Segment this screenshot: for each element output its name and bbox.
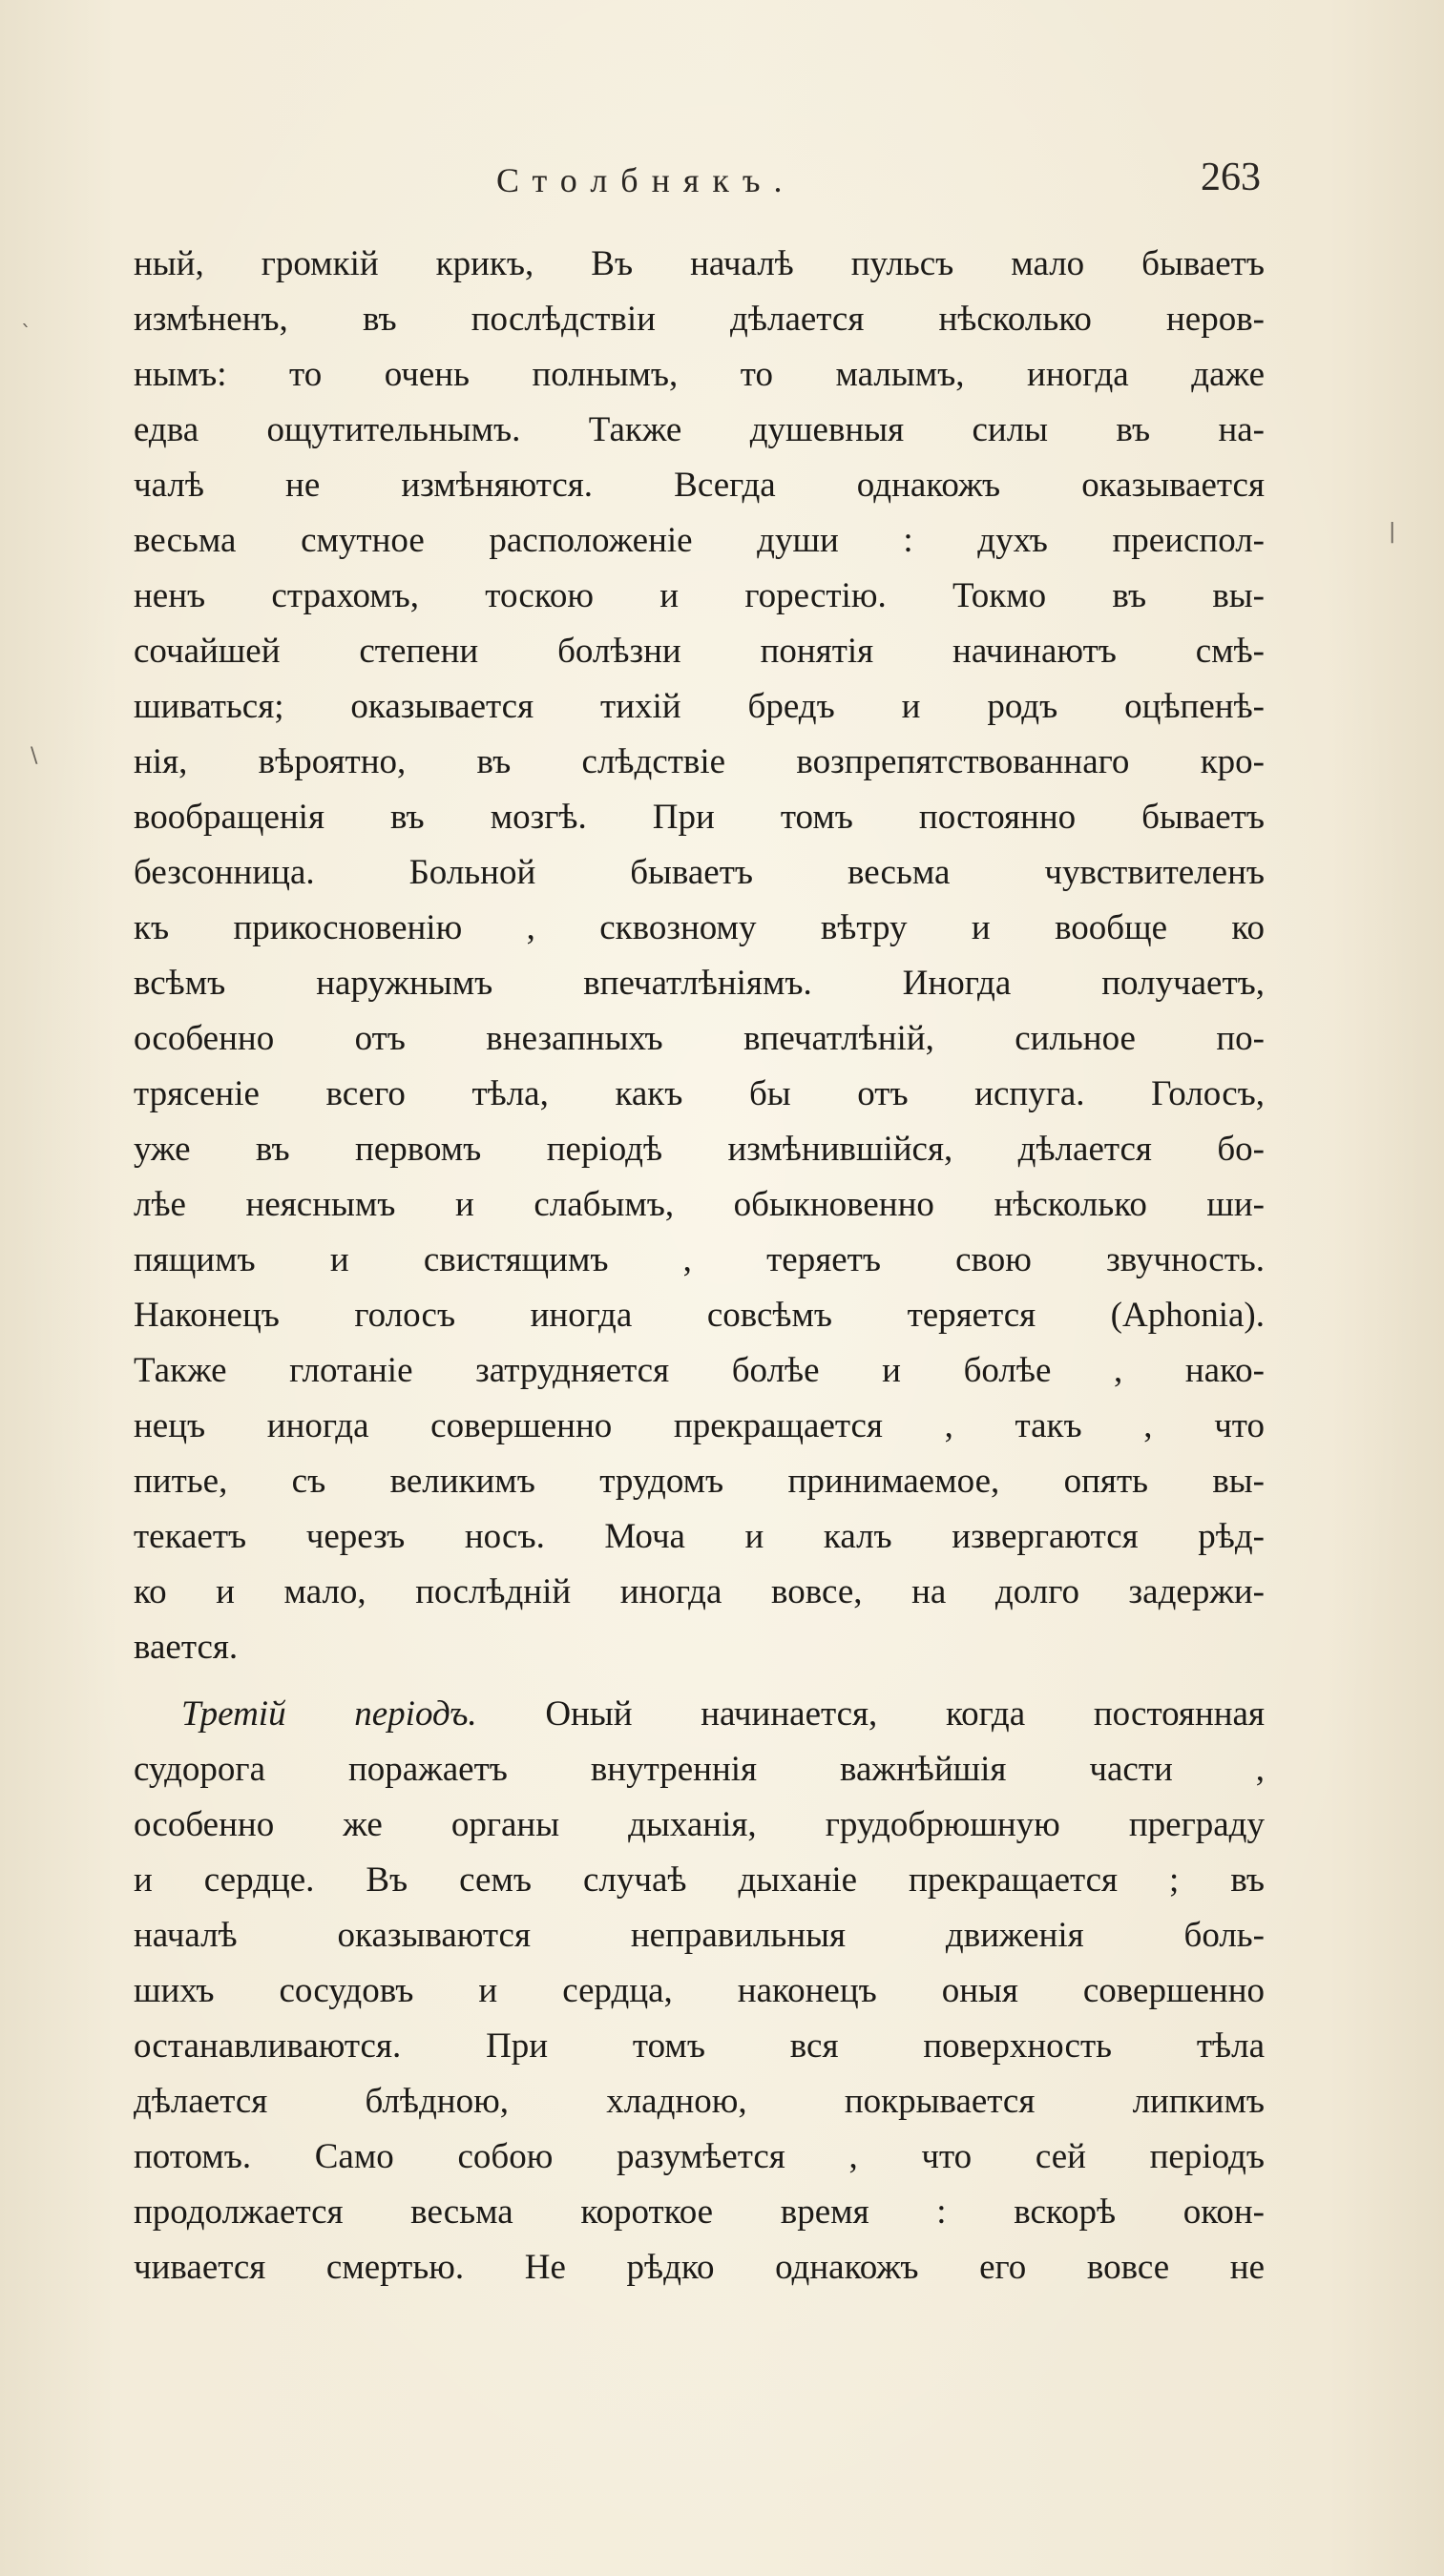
margin-speck: \: [31, 744, 38, 768]
section-lead-italic: Третій періодъ.: [181, 1694, 477, 1734]
text-line: къ прикосновенію , сквозному вѣтру и вообще ко: [134, 908, 1265, 947]
text-line-lead: [134, 1687, 1265, 1742]
text-line: особенно же органы дыханія, грудобрюшную преграду: [134, 1805, 1265, 1844]
text-line: Наконецъ голосъ иногда совсѣмъ теряется (Aphonia).: [134, 1296, 1265, 1335]
text-line: едва ощутительнымъ. Также душевныя силы въ на-: [134, 410, 1265, 449]
text-line: пящимъ и свистящимъ , теряетъ свою звучность.: [134, 1240, 1265, 1279]
text-line: нія, вѣроятно, въ слѣдствіе возпрепятствованнаго кро-: [134, 742, 1265, 781]
text-line: началѣ оказываются неправильныя движенія боль-: [134, 1916, 1265, 1955]
text-line: Также глотаніе затрудняется болѣе и болѣе , нако-: [134, 1351, 1265, 1390]
text-line: и сердце. Въ семъ случаѣ дыханіе прекращается ; въ: [134, 1860, 1265, 1900]
text-line: особенно отъ внезапныхъ впечатлѣній, сильное по-: [134, 1019, 1265, 1058]
text-line: продолжается весьма короткое время : вскорѣ окон-: [134, 2192, 1265, 2232]
text-line: текаетъ черезъ носъ. Моча и калъ извергаются рѣд-: [134, 1517, 1265, 1556]
text-line: уже въ первомъ періодѣ измѣнившійся, дѣлается бо-: [134, 1130, 1265, 1169]
text-line: лѣе неяснымъ и слабымъ, обыкновенно нѣсколько ши-: [134, 1185, 1265, 1224]
text-line: нымъ: то очень полнымъ, то малымъ, иногда даже: [134, 355, 1265, 394]
paragraph-third-period: [134, 1687, 1265, 2296]
text-line: судорога поражаетъ внутреннія важнѣйшія части ,: [134, 1750, 1265, 1789]
margin-speck: `: [21, 322, 31, 346]
text-line: питье, съ великимъ трудомъ принимаемое, опять вы-: [134, 1462, 1265, 1501]
running-title: Столбнякъ.: [496, 161, 796, 199]
text-line: весьма смутное расположеніе души : духъ преиспол-: [134, 521, 1265, 560]
body-text: [134, 237, 1265, 2296]
text-line: шиваться; оказывается тихій бредъ и родъ оцѣпенѣ-: [134, 687, 1265, 726]
text-line: чивается смертью. Не рѣдко однакожъ его вовсе не: [134, 2248, 1265, 2287]
text-line: ко и мало, послѣдній иногда вовсе, на долго задержи-: [134, 1572, 1265, 1611]
text-line: всѣмъ наружнымъ впечатлѣніямъ. Иногда получаетъ,: [134, 964, 1265, 1003]
text-line: сочайшей степени болѣзни понятія начинаютъ смѣ-: [134, 632, 1265, 671]
text-line: потомъ. Само собою разумѣется , что сей періодъ: [134, 2137, 1265, 2176]
text-line: шихъ сосудовъ и сердца, наконецъ оныя совершенно: [134, 1971, 1265, 2010]
running-head: [0, 156, 1444, 218]
text-line: останавливаются. При томъ вся поверхность тѣла: [134, 2026, 1265, 2066]
text-line: безсонница. Больной бываетъ весьма чувствителенъ: [134, 853, 1265, 892]
page-number: 263: [1201, 156, 1261, 199]
text-line: вается.: [134, 1628, 239, 1667]
text-line: ненъ страхомъ, тоскою и горестію. Токмо въ вы-: [134, 576, 1265, 615]
margin-speck: |: [1389, 520, 1396, 544]
lead-line-rest: Оный начинается, когда постоянная: [476, 1694, 1265, 1734]
text-line: вообращенія въ мозгѣ. При томъ постоянно бываетъ: [134, 798, 1265, 837]
text-line: дѣлается блѣдною, хладною, покрывается липкимъ: [134, 2082, 1265, 2121]
text-line: чалѣ не измѣняются. Всегда однакожъ оказывается: [134, 466, 1265, 505]
text-line: нецъ иногда совершенно прекращается , такъ , что: [134, 1406, 1265, 1445]
paragraph-gap: [134, 1675, 1265, 1687]
text-line: ный, громкій крикъ, Въ началѣ пульсъ мало бываетъ: [134, 244, 1265, 283]
paragraph-continued: [134, 237, 1265, 1675]
text-line: трясеніе всего тѣла, какъ бы отъ испуга. Голосъ,: [134, 1074, 1265, 1113]
text-line: измѣненъ, въ послѣдствіи дѣлается нѣсколько неров-: [134, 300, 1265, 339]
